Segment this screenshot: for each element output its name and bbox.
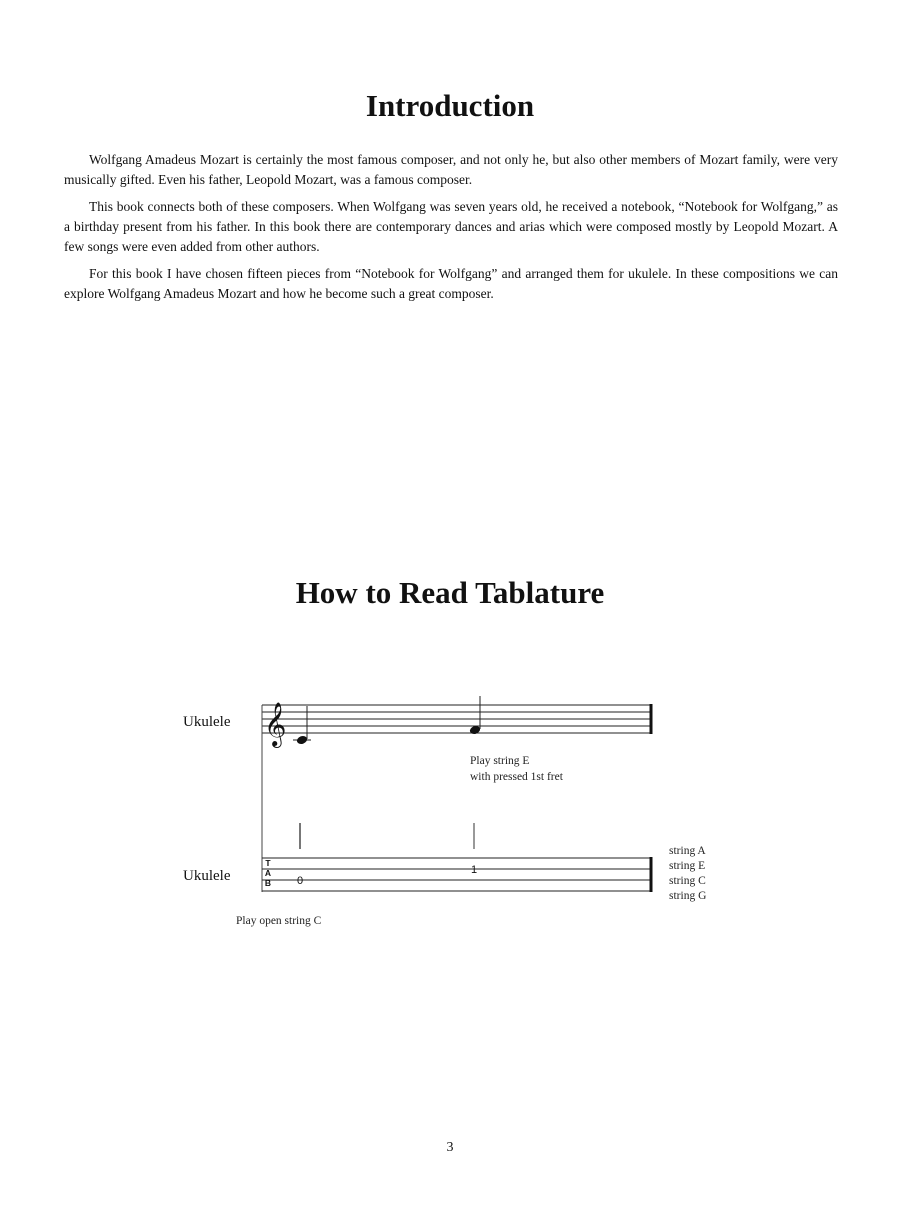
staff-label: Ukulele bbox=[183, 714, 231, 730]
music-staff bbox=[262, 705, 652, 733]
treble-clef-icon: 𝄞 bbox=[264, 702, 287, 746]
note-f bbox=[469, 696, 481, 735]
string-label: string C bbox=[669, 875, 706, 887]
tab-number: 1 bbox=[470, 864, 478, 876]
svg-text:B: B bbox=[264, 878, 272, 888]
page-number: 3 bbox=[446, 1140, 454, 1155]
open-string-annotation: Play open string C bbox=[236, 915, 322, 927]
tablature-title: How to Read Tablature bbox=[295, 575, 605, 610]
string-label: string A bbox=[669, 845, 706, 857]
tab-staff bbox=[262, 858, 652, 891]
intro-paragraph: This book connects both of these composers. When Wolfgang was seven years old, he received a notebook, “Notebook for Wolfgang,” as a birthday present from his father. In this book there are contemporary dances and arias which were composed mostly by Leopold Mozart. A few songs were even added from other authors. bbox=[64, 199, 838, 254]
tab-clef-icon bbox=[265, 858, 271, 888]
tablature-example bbox=[0, 680, 900, 940]
svg-text:T: T bbox=[265, 858, 271, 868]
introduction-body bbox=[64, 150, 838, 311]
note-annotation-line2: with pressed 1st fret bbox=[470, 771, 563, 783]
introduction-title: Introduction bbox=[365, 88, 535, 123]
string-label: string G bbox=[669, 890, 707, 902]
svg-text:A: A bbox=[264, 868, 272, 878]
intro-paragraph: For this book I have chosen fifteen pieces from “Notebook for Wolfgang” and arranged them for ukulele. In these compositions we can explore Wolfgang Amadeus Mozart and how he become such a great composer. bbox=[64, 266, 838, 301]
string-label: string E bbox=[669, 860, 706, 872]
intro-paragraph: Wolfgang Amadeus Mozart is certainly the most famous composer, and not only he, but also other members of Mozart family, were very musically gifted. Even his father, Leopold Mozart, was a famous composer. bbox=[64, 152, 838, 187]
note-annotation-line1: Play string E bbox=[470, 755, 530, 767]
tab-label: Ukulele bbox=[183, 868, 231, 884]
tab-number: 0 bbox=[296, 875, 304, 887]
